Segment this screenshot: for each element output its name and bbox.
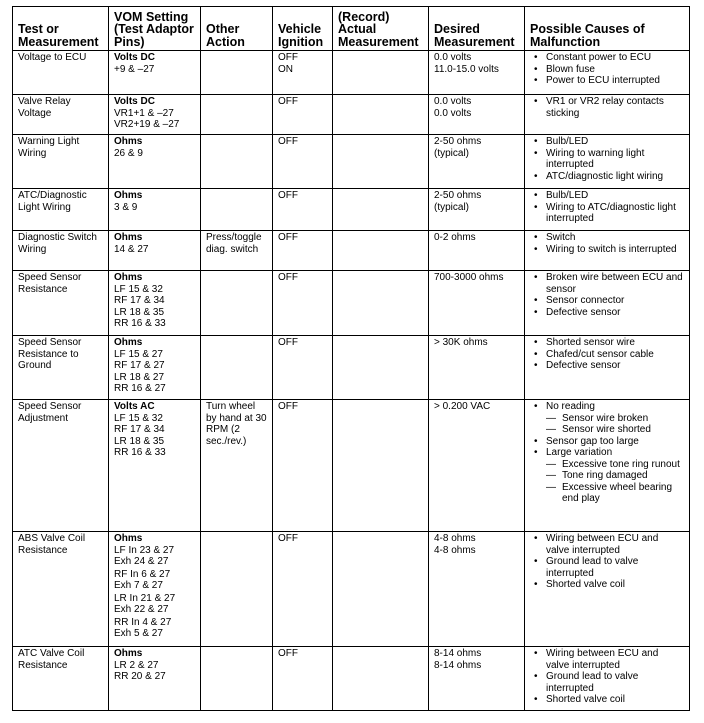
vom-mode: Volts AC: [114, 401, 155, 412]
vom-mode: Ohms: [114, 533, 143, 544]
cause-item: [528, 136, 684, 148]
vom-pins: RR 16 & 27: [114, 383, 166, 394]
test-cell: [13, 51, 109, 95]
cause-item: [528, 671, 684, 694]
cause-text: Defective sensor: [546, 360, 621, 371]
cause-item: [528, 190, 684, 202]
cause-list: [528, 136, 684, 182]
desired-cell: [429, 189, 525, 231]
ignition-value: OFF: [278, 337, 298, 348]
ignition-value: OFF: [278, 648, 298, 659]
test-cell: [13, 647, 109, 711]
desired-cell: [429, 231, 525, 271]
ignition-cell: [273, 271, 333, 336]
causes-cell: [525, 189, 690, 231]
cause-item: [528, 171, 684, 183]
cause-item: [528, 401, 684, 436]
test-cell: [13, 532, 109, 647]
desired-value: 2-50 ohms: [434, 136, 482, 147]
table-row: [13, 231, 690, 271]
vom-pins: 14 & 27: [114, 243, 149, 255]
ignition-cell: [273, 336, 333, 400]
header-desired: Desired Measurement: [429, 7, 525, 51]
causes-cell: [525, 95, 690, 135]
desired-cell: [429, 647, 525, 711]
desired-value: 2-50 ohms: [434, 190, 482, 201]
vom-pins: LF In 23 & 27: [114, 544, 175, 556]
cause-list: [528, 337, 684, 372]
sub-cause-text: Tone ring damaged: [562, 470, 648, 481]
table-row: [13, 135, 690, 189]
cause-text: Bulb/LED: [546, 190, 589, 201]
vom-cell: [109, 400, 201, 532]
vom-cell: [109, 95, 201, 135]
cause-text: Defective sensor: [546, 306, 621, 318]
header-record: (Record) Actual Measurement: [333, 7, 429, 51]
causes-cell: [525, 231, 690, 271]
cause-text: Constant power to ECU: [546, 52, 652, 63]
action-cell: [201, 231, 273, 271]
sub-cause-text: Sensor wire shorted: [562, 424, 651, 435]
test-name: Speed Sensor Resistance to Ground: [18, 337, 82, 371]
vom-mode: Ohms: [114, 136, 143, 147]
desired-value: (typical): [434, 201, 470, 213]
test-name: Speed Sensor Adjustment: [18, 401, 82, 424]
vom-cell: [109, 135, 201, 189]
ignition-value: OFF: [278, 96, 298, 107]
vom-pins: LR 18 & 35: [114, 435, 165, 447]
test-cell: [13, 400, 109, 532]
action-cell: [201, 532, 273, 647]
desired-cell: [429, 95, 525, 135]
sub-cause-item: [546, 459, 684, 471]
table-row: [13, 336, 690, 400]
cause-item: [528, 148, 684, 171]
vom-mode: Ohms: [114, 190, 143, 201]
vom-pins: RR 16 & 33: [114, 318, 166, 329]
causes-cell: [525, 271, 690, 336]
cause-text: Power to ECU interrupted: [546, 75, 660, 86]
vom-pins: Exh 5 & 27: [114, 628, 163, 639]
cause-text: Bulb/LED: [546, 136, 589, 147]
vom-pins: RF 17 & 27: [114, 360, 165, 371]
test-name: ATC Valve Coil Resistance: [18, 648, 85, 671]
vom-pins: RR 20 & 27: [114, 671, 166, 682]
desired-value: 11.0-15.0 volts: [434, 63, 499, 75]
vom-pins: Exh 24 & 27: [114, 556, 169, 567]
vom-pins: VR1+1 & –27: [114, 107, 174, 119]
desired-cell: [429, 400, 525, 532]
sub-cause-item: [546, 482, 684, 505]
header-vom: VOM Setting (Test Adaptor Pins): [109, 7, 201, 51]
desired-value: (typical): [434, 147, 470, 159]
test-name: Voltage to ECU: [18, 52, 87, 63]
action-cell: [201, 647, 273, 711]
ignition-cell: [273, 189, 333, 231]
cause-text: Wiring to switch is interrupted: [546, 243, 677, 255]
test-cell: [13, 189, 109, 231]
cause-text: Wiring between ECU and valve interrupted: [546, 648, 659, 671]
vom-pins: RF 17 & 34: [114, 295, 165, 306]
desired-cell: [429, 135, 525, 189]
vom-pins: LF 15 & 32: [114, 283, 163, 295]
ignition-cell: [273, 400, 333, 532]
actual-measurement-cell[interactable]: [333, 400, 429, 532]
cause-item: [528, 96, 684, 119]
cause-text: Wiring to warning light interrupted: [546, 147, 645, 170]
vom-pins: 3 & 9: [114, 201, 138, 213]
vom-cell: [109, 231, 201, 271]
other-action: Turn wheel by hand at 30 RPM (2 sec./rev.): [206, 401, 267, 447]
actual-measurement-cell[interactable]: [333, 231, 429, 271]
table-row: [13, 532, 690, 647]
cause-item: [528, 337, 684, 349]
ignition-value: OFF: [278, 533, 298, 544]
table-row: [13, 647, 690, 711]
test-name: Diagnostic Switch Wiring: [18, 232, 97, 255]
other-action: Press/toggle diag. switch: [206, 232, 262, 255]
cause-list: [528, 648, 684, 706]
cause-item: [528, 232, 684, 244]
ignition-cell: [273, 231, 333, 271]
test-cell: [13, 271, 109, 336]
cause-item: [528, 272, 684, 295]
test-cell: [13, 336, 109, 400]
actual-measurement-cell[interactable]: [333, 647, 429, 711]
causes-cell: [525, 336, 690, 400]
header-action: Other Action: [201, 7, 273, 51]
header-test: Test or Measurement: [13, 7, 109, 51]
cause-item: [528, 533, 684, 556]
vom-mode: Ohms: [114, 337, 143, 348]
cause-list: [528, 190, 684, 225]
cause-item: [528, 447, 684, 505]
action-cell: [201, 95, 273, 135]
vom-pins: RF In 6 & 27: [114, 568, 171, 580]
vom-pins: LR In 21 & 27: [114, 592, 176, 604]
cause-list: [528, 272, 684, 318]
causes-cell: [525, 400, 690, 532]
test-name: ABS Valve Coil Resistance: [18, 533, 86, 556]
actual-measurement-cell[interactable]: [333, 336, 429, 400]
test-name: ATC/Diagnostic Light Wiring: [18, 190, 87, 213]
cause-text: Shorted valve coil: [546, 694, 625, 705]
sub-cause-list: [546, 459, 684, 505]
table-row: [13, 271, 690, 336]
cause-item: [528, 648, 684, 671]
desired-cell: [429, 532, 525, 647]
desired-value: 0.0 volts: [434, 52, 472, 63]
sub-cause-text: Excessive tone ring runout: [562, 458, 680, 470]
causes-cell: [525, 647, 690, 711]
desired-cell: [429, 271, 525, 336]
cause-item: [528, 295, 684, 307]
cause-item: [528, 52, 684, 64]
desired-value: 0-2 ohms: [434, 232, 476, 243]
cause-list: [528, 96, 684, 119]
table-row: [13, 189, 690, 231]
cause-item: [528, 694, 684, 706]
cause-text: Wiring between ECU and valve interrupted: [546, 533, 659, 556]
vom-pins: +9 & –27: [114, 63, 155, 75]
actual-measurement-cell[interactable]: [333, 189, 429, 231]
ignition-cell: [273, 532, 333, 647]
diagnostic-table: [12, 6, 690, 711]
action-cell: [201, 189, 273, 231]
cause-text: Shorted valve coil: [546, 579, 625, 590]
actual-measurement-cell[interactable]: [333, 532, 429, 647]
cause-text: Wiring to ATC/diagnostic light interrupted: [546, 201, 676, 224]
actual-measurement-cell[interactable]: [333, 51, 429, 95]
test-cell: [13, 95, 109, 135]
header-row: [13, 7, 690, 51]
test-cell: [13, 231, 109, 271]
cause-text: Shorted sensor wire: [546, 337, 635, 348]
causes-cell: [525, 135, 690, 189]
cause-item: [528, 436, 684, 448]
test-name: Warning Light Wiring: [18, 136, 80, 159]
vom-pins: VR2+19 & –27: [114, 119, 180, 130]
cause-item: [528, 75, 684, 87]
vom-pins: RR 16 & 33: [114, 447, 166, 458]
vom-cell: [109, 271, 201, 336]
vom-pins: LR 18 & 27: [114, 371, 165, 383]
vom-mode: Ohms: [114, 272, 143, 283]
desired-value: 4-8 ohms: [434, 544, 476, 556]
test-name: Speed Sensor Resistance: [18, 272, 82, 295]
ignition-value: OFF: [278, 136, 298, 147]
table-row: [13, 95, 690, 135]
vom-cell: [109, 647, 201, 711]
test-name: Valve Relay Voltage: [18, 96, 71, 119]
vom-cell: [109, 532, 201, 647]
ignition-value: OFF: [278, 401, 298, 412]
vom-pins: LF 15 & 32: [114, 412, 163, 424]
action-cell: [201, 400, 273, 532]
vom-pins: LR 2 & 27: [114, 659, 159, 671]
cause-list: [528, 52, 684, 87]
vom-cell: [109, 189, 201, 231]
desired-value: 8-14 ohms: [434, 648, 482, 659]
vom-pins: Exh 7 & 27: [114, 580, 163, 591]
action-cell: [201, 135, 273, 189]
causes-cell: [525, 51, 690, 95]
cause-list: [528, 232, 684, 255]
vom-pins: LR 18 & 35: [114, 306, 165, 318]
cause-item: [528, 579, 684, 591]
ignition-cell: [273, 51, 333, 95]
vom-pins: LF 15 & 27: [114, 348, 163, 360]
cause-item: [528, 349, 684, 361]
desired-value: 700-3000 ohms: [434, 272, 504, 283]
vom-mode: Volts DC: [114, 96, 155, 107]
cause-text: ATC/diagnostic light wiring: [546, 170, 664, 182]
cause-text: No reading: [546, 401, 595, 412]
actual-measurement-cell[interactable]: [333, 95, 429, 135]
desired-value: 4-8 ohms: [434, 533, 476, 544]
vom-pins: RR In 4 & 27: [114, 616, 172, 628]
vom-pins: RF 17 & 34: [114, 424, 165, 435]
test-cell: [13, 135, 109, 189]
sub-cause-text: Excessive wheel bearing end play: [562, 481, 673, 504]
ignition-value: OFF: [278, 190, 298, 201]
table-body: [13, 51, 690, 711]
cause-text: Chafed/cut sensor cable: [546, 348, 654, 360]
header-ignition: Vehicle Ignition: [273, 7, 333, 51]
ignition-value: ON: [278, 63, 293, 75]
vom-cell: [109, 336, 201, 400]
action-cell: [201, 271, 273, 336]
cause-item: [528, 64, 684, 76]
cause-text: Broken wire between ECU and sensor: [546, 272, 683, 295]
vom-pins: 26 & 9: [114, 147, 143, 159]
desired-cell: [429, 336, 525, 400]
causes-cell: [525, 532, 690, 647]
ignition-value: OFF: [278, 52, 298, 63]
cause-text: Ground lead to valve interrupted: [546, 671, 639, 694]
desired-cell: [429, 51, 525, 95]
sub-cause-list: [546, 413, 684, 436]
vom-cell: [109, 51, 201, 95]
vom-mode: Ohms: [114, 648, 143, 659]
ignition-value: OFF: [278, 232, 298, 243]
desired-value: 0.0 volts: [434, 96, 472, 107]
vom-mode: Ohms: [114, 232, 143, 243]
cause-item: [528, 307, 684, 319]
cause-list: [528, 401, 684, 505]
cause-text: Large variation: [546, 447, 613, 458]
actual-measurement-cell[interactable]: [333, 271, 429, 336]
cause-text: Sensor connector: [546, 295, 625, 306]
header-causes: Possible Causes of Malfunction: [525, 7, 690, 51]
cause-item: [528, 202, 684, 225]
sub-cause-item: [546, 470, 684, 482]
action-cell: [201, 336, 273, 400]
cause-text: Blown fuse: [546, 63, 595, 75]
sub-cause-item: [546, 424, 684, 436]
cause-item: [528, 244, 684, 256]
ignition-cell: [273, 135, 333, 189]
desired-value: 0.0 volts: [434, 107, 472, 119]
cause-text: VR1 or VR2 relay contacts sticking: [546, 96, 664, 119]
desired-value: > 30K ohms: [434, 337, 488, 348]
desired-value: > 0.200 VAC: [434, 401, 491, 412]
ignition-cell: [273, 95, 333, 135]
vom-mode: Volts DC: [114, 52, 155, 63]
cause-item: [528, 360, 684, 372]
cause-item: [528, 556, 684, 579]
vom-pins: Exh 22 & 27: [114, 604, 169, 615]
cause-list: [528, 533, 684, 591]
cause-text: Sensor gap too large: [546, 435, 639, 447]
desired-value: 8-14 ohms: [434, 659, 482, 671]
table-row: [13, 400, 690, 532]
sub-cause-text: Sensor wire broken: [562, 412, 649, 424]
cause-text: Switch: [546, 232, 576, 243]
ignition-cell: [273, 647, 333, 711]
sub-cause-item: [546, 413, 684, 425]
ignition-value: OFF: [278, 272, 298, 283]
table-row: [13, 51, 690, 95]
actual-measurement-cell[interactable]: [333, 135, 429, 189]
action-cell: [201, 51, 273, 95]
cause-text: Ground lead to valve interrupted: [546, 556, 639, 579]
